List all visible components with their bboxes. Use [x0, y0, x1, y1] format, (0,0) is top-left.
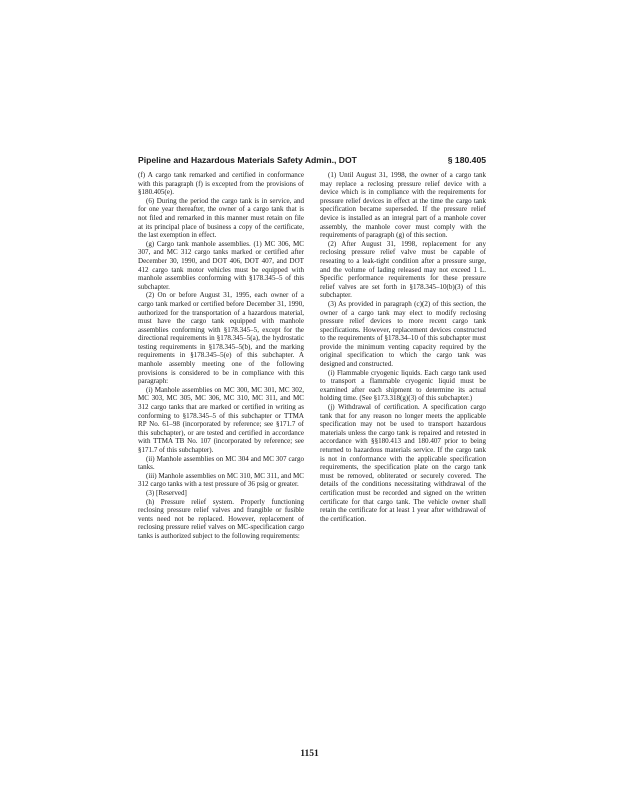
paragraph: (ii) Manhole assemblies on MC 304 and MC 307 cargo tanks.: [138, 454, 304, 472]
header-section: § 180.405: [447, 155, 486, 165]
paragraph: (3) As provided in paragraph (c)(2) of this section, the owner of a cargo tank may elect to modify reclosing pressure relief devices to more recent cargo tank specifications. However, replacement devices constructed to the requirements of §178.34–10 of this subchapter must provide the minimum venting capacity required by the original specification to which the cargo tank was designed and constructed.: [320, 299, 486, 369]
paragraph: (i) Flammable cryogenic liquids. Each cargo tank used to transport a flammable cryogenic liquid must be examined after each shipment to determine its actual holding time. (See §173.318(g)(3) of this subchapter.): [320, 368, 486, 403]
page-number: 1151: [300, 749, 319, 759]
paragraph: (1) Until August 31, 1998, the owner of a cargo tank may replace a reclosing pressure relief device with a device which is in compliance with the requirements for pressure relief devices in effect at the time the cargo tank specification became superseded. If the pressure relief device is installed as an integral part of a manhole cover assembly, the manhole cover must comply with the requirements of paragraph (g) of this section.: [320, 171, 486, 240]
paragraph: (iii) Manhole assemblies on MC 310, MC 311, and MC 312 cargo tanks with a test pressure of 36 psig or greater.: [138, 471, 304, 489]
paragraph: (2) On or before August 31, 1995, each owner of a cargo tank marked or certified before December 31, 1990, authorized for the transportation of a hazardous material, must have the cargo tank equipped with manhole assemblies conforming with §178.345–5, except for the directional requirements in §178.345–5(a), the hydrostatic testing requirements in §178.345–5(b), and the marking requirements in §178.345–5(e) of this subchapter. A manhole assembly meeting one of the following provisions is considered to be in compliance with this paragraph:: [138, 291, 304, 386]
left-column: [138, 171, 304, 749]
right-column: [320, 171, 486, 749]
paragraph: (f) A cargo tank remarked and certified in conformance with this paragraph (f) is excepted from the provisions of §180.405(e).: [138, 171, 304, 197]
header-title: Pipeline and Hazardous Materials Safety Admin., DOT: [138, 155, 357, 165]
running-header: [138, 155, 486, 169]
paragraph: (3) [Reserved]: [146, 488, 187, 497]
paragraph: (6) During the period the cargo tank is in service, and for one year thereafter, the owner of a cargo tank that is not filed and remarked in this manner must retain on file at its principal place of business a copy of the certificate, the last exemption in effect.: [138, 196, 304, 240]
paragraph: (i) Manhole assemblies on MC 300, MC 301, MC 302, MC 303, MC 305, MC 306, MC 310, MC 311, and MC 312 cargo tanks that are marked or certified in writing as conforming to §178.345–5 of this subchapter or TTMA RP No. 61–98 (incorporated by reference; see §171.7 of this subchapter), or are tested and certified in accordance with TTMA TB No. 107 (incorporated by reference; see §171.7 of this subchapter).: [138, 385, 304, 454]
paragraph: (h) Pressure relief system. Properly functioning reclosing pressure relief valves and frangible or fusible vents need not be replaced. However, replacement of reclosing pressure relief valves on MC-specification cargo tanks is authorized subject to the following requirements:: [138, 497, 304, 540]
paragraph: (2) After August 31, 1998, replacement for any reclosing pressure relief valve must be capable of reseating to a leak-tight condition after a pressure surge, and the volume of lading released may not exceed 1 L. Specific performance requirements for these pressure relief valves are set forth in §178.345–10(b)(3) of this subchapter.: [320, 239, 486, 300]
paragraph: (g) Cargo tank manhole assemblies. (1) MC 306, MC 307, and MC 312 cargo tanks marked or certified after December 30, 1990, and DOT 406, DOT 407, and DOT 412 cargo tank motor vehicles must be equipped with manhole assemblies conforming with §178.345–5 of this subchapter.: [138, 239, 304, 291]
paragraph: (j) Withdrawal of certification. A specification cargo tank that for any reason no longer meets the applicable specification may not be used to transport hazardous materials unless the cargo tank is repaired and retested in accordance with §§180.413 and 180.407 prior to being returned to hazardous materials service. If the cargo tank is not in conformance with the applicable specification requirements, the specification plate on the cargo tank must be removed, obliterated or securely covered. The details of the conditions necessitating withdrawal of the certification must be recorded and signed on the written certificate for that cargo tank. The vehicle owner shall retain the certificate for at least 1 year after withdrawal of the certification.: [320, 403, 486, 523]
